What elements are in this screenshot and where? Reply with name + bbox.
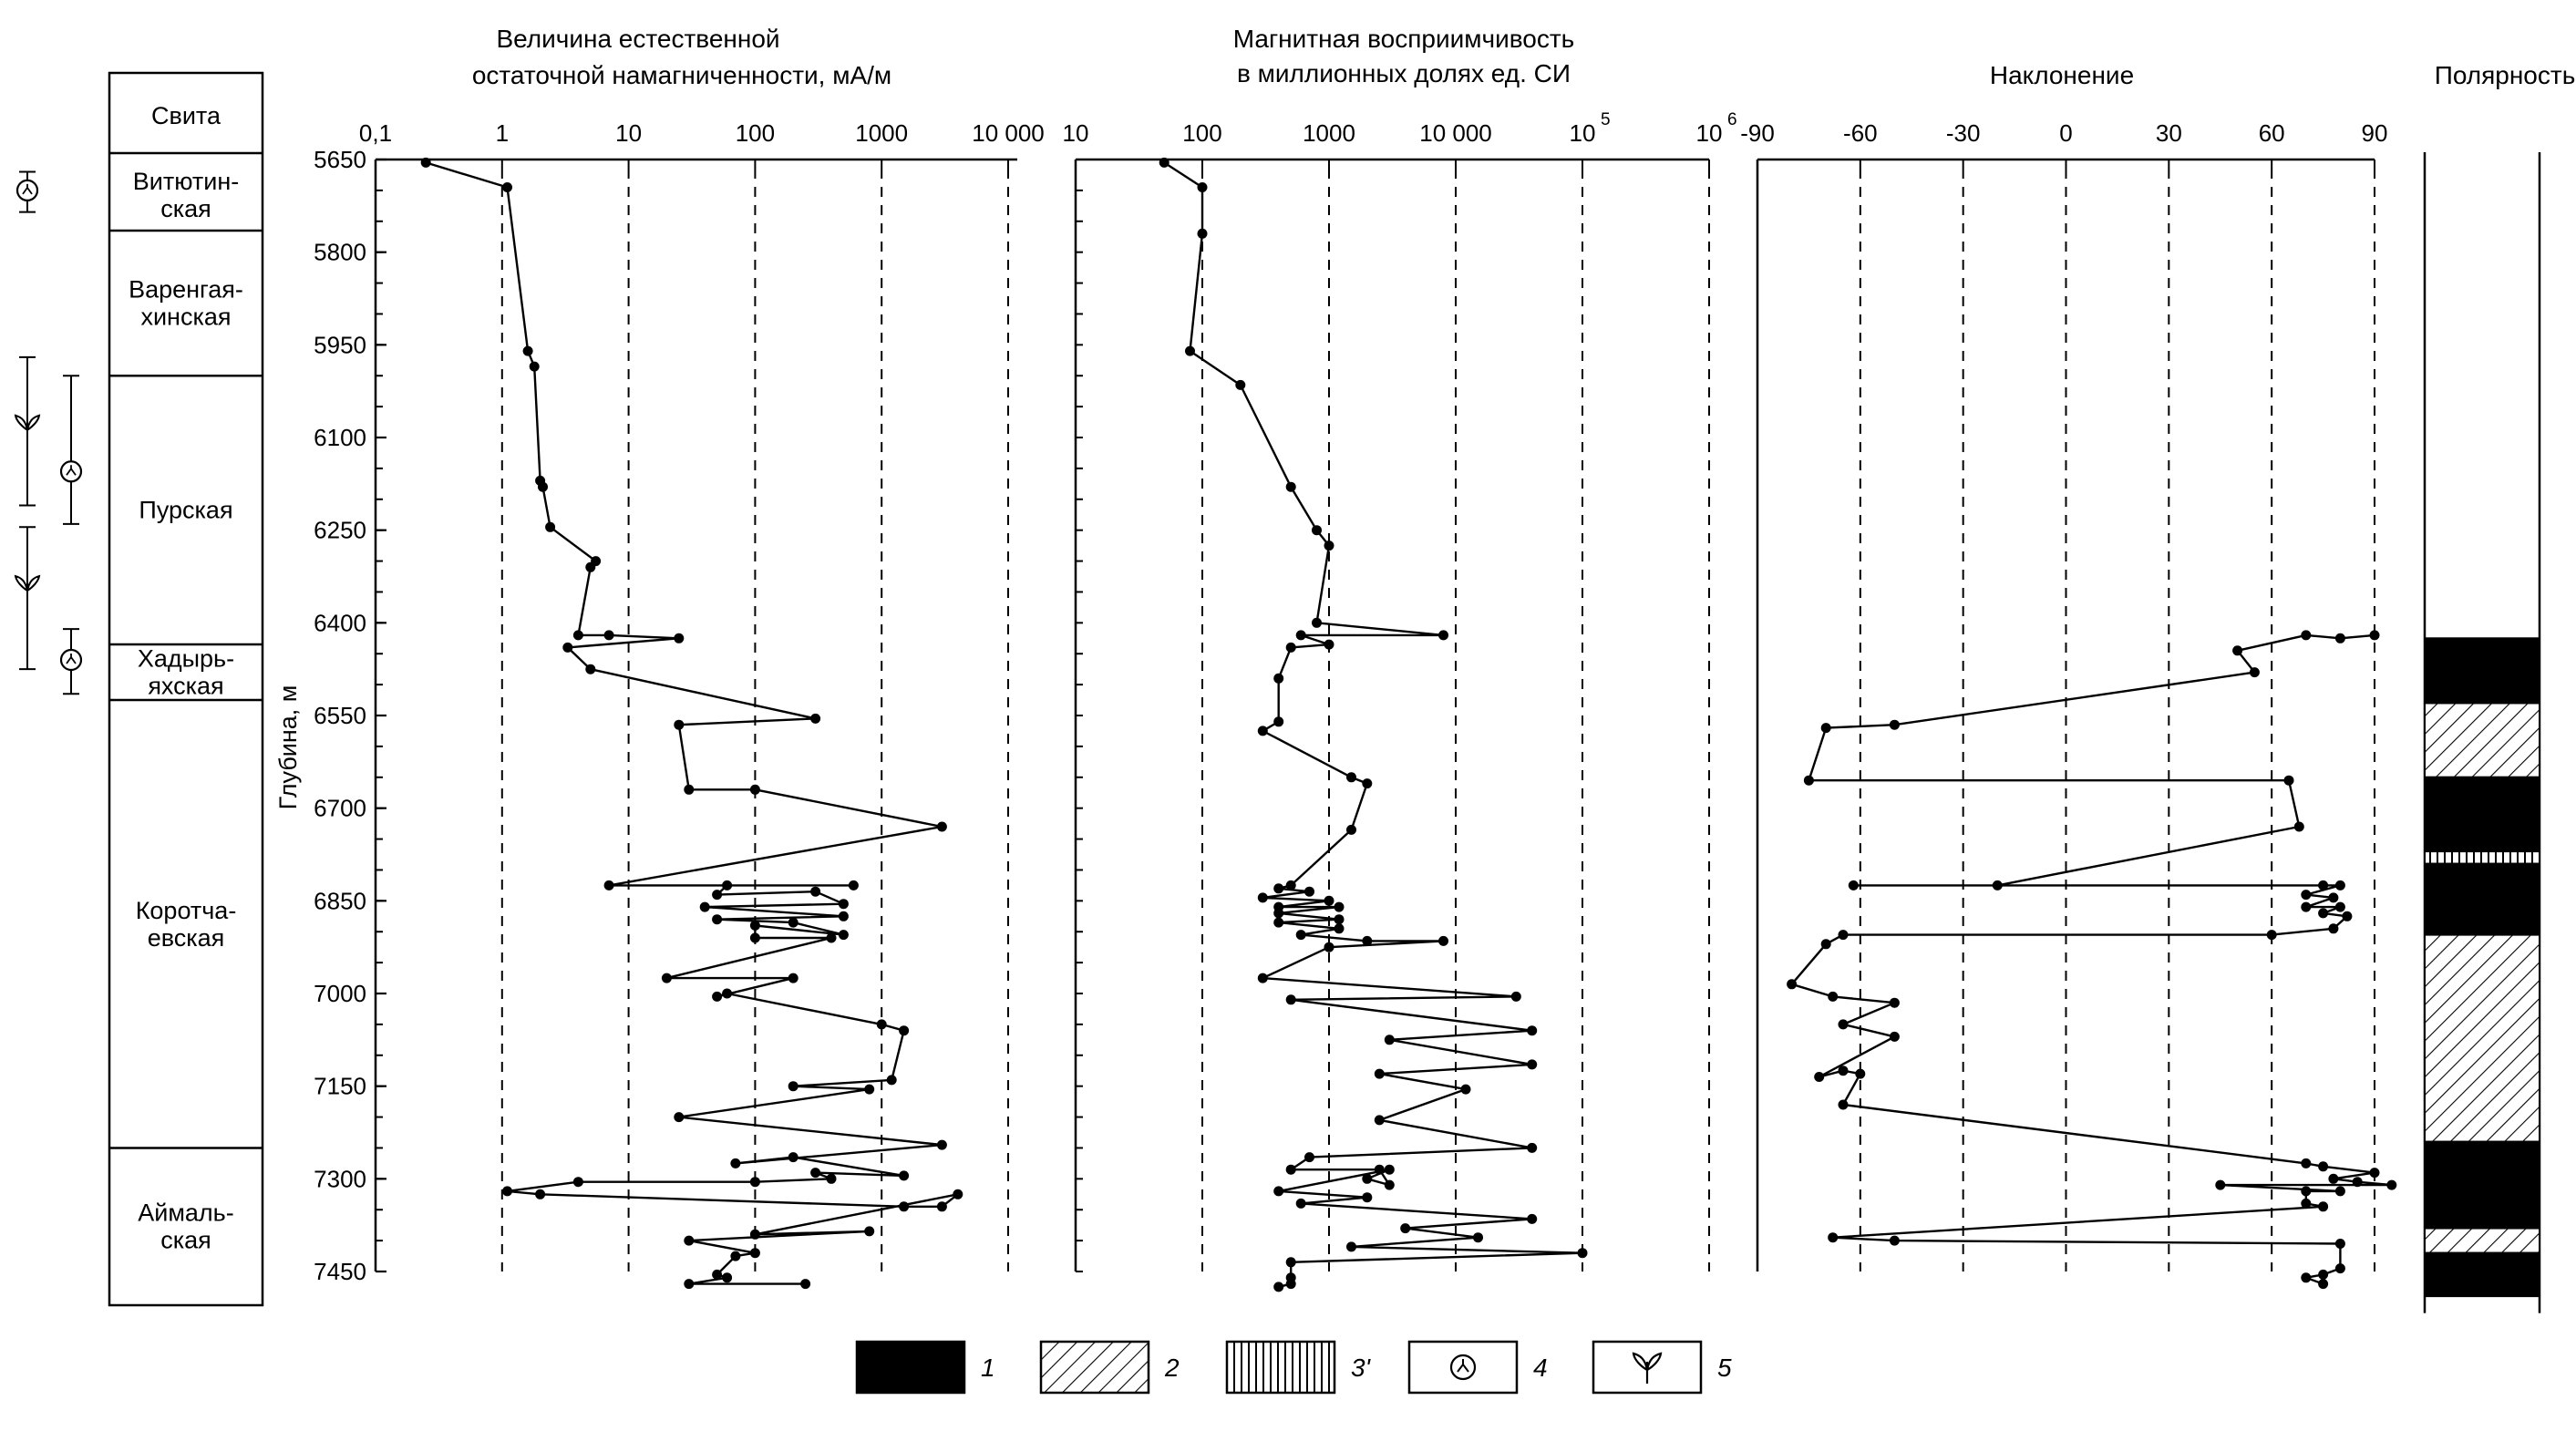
x-tick-label: 10: [1062, 119, 1089, 147]
data-point: [1159, 158, 1170, 168]
data-point: [887, 1075, 897, 1085]
depth-tick-label: 5800: [314, 238, 366, 266]
foram-icon: [61, 650, 81, 670]
data-point: [2318, 1161, 2328, 1171]
polarity-column: [2435, 61, 2576, 89]
data-point: [849, 880, 859, 891]
data-point: [2342, 911, 2352, 921]
data-point: [1324, 942, 1334, 952]
data-point: [1527, 1059, 1537, 1069]
x-tick-label: -30: [1945, 119, 1981, 147]
x-tick-label: 1: [495, 119, 510, 147]
data-point: [712, 992, 722, 1002]
x-tick-label: 0,1: [358, 119, 393, 147]
polarity-interval: [2425, 777, 2540, 851]
data-point: [1578, 1248, 1588, 1258]
data-point: [722, 989, 732, 999]
depth-tick-label: 7150: [314, 1072, 366, 1100]
depth-tick-label: 6250: [314, 516, 366, 544]
data-point: [1821, 939, 1831, 949]
formation-name: евская: [147, 923, 225, 952]
data-point: [1438, 936, 1448, 946]
x-tick-label: -90: [1740, 119, 1775, 147]
data-point: [712, 890, 722, 900]
data-point: [839, 899, 849, 909]
fossil-markers: [15, 172, 81, 695]
data-point: [712, 914, 722, 924]
x-tick-label: 90: [2361, 119, 2388, 147]
data-point: [502, 1186, 512, 1196]
data-point: [674, 1112, 684, 1122]
depth-tick-label: 6850: [314, 887, 366, 915]
data-point: [1385, 1035, 1395, 1045]
data-point: [1804, 776, 1814, 786]
data-point: [937, 1140, 947, 1150]
data-point: [573, 1177, 583, 1187]
data-point: [538, 482, 548, 492]
data-point: [1198, 182, 1208, 192]
data-series-line: [1792, 635, 2392, 1284]
data-point: [2215, 1180, 2225, 1190]
data-point: [1473, 1232, 1483, 1242]
data-point: [562, 643, 572, 653]
data-point: [1286, 880, 1296, 891]
panel-inclination: [1990, 61, 2134, 89]
data-point: [1258, 973, 1268, 983]
data-point: [1993, 880, 2003, 891]
x-tick-label: 100: [1182, 119, 1222, 147]
x-tick-label: 30: [2155, 119, 2182, 147]
data-point: [2386, 1180, 2396, 1190]
data-point: [953, 1189, 963, 1199]
data-point: [839, 930, 849, 940]
data-point: [750, 933, 760, 943]
data-point: [827, 933, 837, 943]
data-point: [604, 630, 614, 640]
data-point: [750, 1230, 760, 1240]
data-point: [421, 158, 431, 168]
data-point: [2328, 923, 2338, 933]
data-point: [722, 880, 732, 891]
depth-tick-label: 6700: [314, 794, 366, 822]
foram-icon: [17, 180, 37, 201]
formation-name: яхская: [148, 672, 224, 700]
data-point: [2335, 1186, 2345, 1196]
data-point: [1273, 674, 1283, 684]
x-tick-label: 10 000: [972, 119, 1045, 147]
data-point: [827, 1174, 837, 1184]
formation-header: Свита: [150, 102, 222, 129]
data-point: [1527, 1025, 1537, 1035]
data-point: [2318, 880, 2328, 891]
panel-susceptibility-content: [1063, 110, 1737, 1292]
depth-tick-label: 7450: [314, 1258, 366, 1285]
data-point: [1273, 918, 1283, 928]
foram-icon: [1451, 1355, 1475, 1379]
data-point: [1527, 1143, 1537, 1153]
data-point: [937, 1201, 947, 1211]
data-point: [1346, 772, 1356, 782]
data-point: [1346, 825, 1356, 835]
panel-inclination-content: [1740, 119, 2396, 1289]
formation-column: [109, 73, 263, 1305]
data-point: [535, 1189, 545, 1199]
data-point: [1828, 1232, 1838, 1242]
polarity-interval: [2425, 703, 2540, 777]
data-point: [788, 1152, 799, 1162]
x-tick-label: 1000: [1303, 119, 1355, 147]
x-tick-label: 10 000: [1419, 119, 1492, 147]
data-point: [1828, 992, 1838, 1002]
data-point: [2328, 892, 2338, 902]
panel-nrm-title-line2: остаточной намагниченности, мА/м: [471, 61, 892, 89]
polarity-interval: [2425, 864, 2540, 935]
polarity-title: Полярность: [2434, 61, 2576, 89]
polarity-interval: [2425, 1142, 2540, 1229]
data-point: [545, 522, 555, 532]
legend: [857, 1342, 1732, 1393]
formation-name: Варенгая-: [129, 275, 243, 304]
data-point: [2267, 930, 2277, 940]
data-point: [1855, 1069, 1865, 1079]
x-tick-label: 60: [2258, 119, 2285, 147]
formation-name: Витютин-: [132, 167, 240, 195]
x-tick-superscript: 6: [1727, 110, 1737, 129]
data-point: [1258, 726, 1268, 736]
legend-label: 1: [981, 1354, 995, 1382]
data-point: [722, 1272, 732, 1282]
data-point: [1362, 778, 1372, 788]
polarity-interval: [2425, 638, 2540, 703]
depth-axis-label: Глубина, м: [274, 685, 302, 810]
x-tick-superscript: 5: [1601, 110, 1611, 129]
data-point: [864, 1226, 874, 1236]
data-point: [1375, 1069, 1385, 1079]
formation-name: ская: [160, 1226, 211, 1254]
data-point: [2294, 822, 2304, 832]
depth-tick-label: 6400: [314, 609, 366, 637]
data-point: [1286, 1165, 1296, 1175]
data-point: [1821, 723, 1831, 733]
formation-name: ская: [160, 194, 211, 222]
data-point: [810, 1168, 820, 1178]
data-point: [573, 630, 583, 640]
data-point: [2301, 1158, 2311, 1168]
data-point: [2301, 1272, 2311, 1282]
data-point: [937, 822, 947, 832]
panel-nrm-title-line1: Величина естественной: [496, 25, 780, 53]
data-point: [1839, 1019, 1849, 1029]
data-point: [1839, 1100, 1849, 1110]
data-point: [1346, 1241, 1356, 1251]
data-point: [1385, 1165, 1395, 1175]
data-point: [530, 362, 540, 372]
data-point: [2335, 633, 2345, 643]
data-point: [788, 1081, 799, 1091]
polarity-interval: [2425, 1229, 2540, 1253]
depth-tick-label: 7000: [314, 980, 366, 1007]
legend-swatch: [857, 1342, 964, 1393]
data-point: [1296, 630, 1306, 640]
data-point: [730, 1158, 740, 1168]
data-point: [2301, 902, 2311, 912]
data-point: [604, 880, 614, 891]
data-series-line: [1164, 162, 1582, 1287]
x-tick-label: -60: [1843, 119, 1878, 147]
panel-susceptibility: [1233, 25, 1575, 88]
data-point: [750, 1248, 760, 1258]
legend-swatch: [1041, 1342, 1149, 1393]
data-point: [1814, 1072, 1824, 1082]
data-point: [1304, 887, 1314, 897]
data-point: [1312, 525, 1322, 535]
formation-name: Хадырь-: [137, 644, 235, 673]
depth-tick-label: 5950: [314, 331, 366, 359]
data-point: [2284, 776, 2294, 786]
data-point: [2335, 902, 2345, 912]
polarity-interval: [2425, 935, 2540, 1142]
data-point: [810, 714, 820, 724]
panel-susceptibility-title-line1: Магнитная восприимчивость: [1232, 25, 1575, 53]
data-point: [2318, 908, 2328, 918]
data-point: [1198, 229, 1208, 239]
data-point: [800, 1279, 810, 1289]
data-point: [2370, 630, 2380, 640]
data-point: [1286, 643, 1296, 653]
data-point: [1258, 892, 1268, 902]
data-point: [1375, 1115, 1385, 1125]
data-point: [684, 1236, 694, 1246]
data-point: [1235, 380, 1245, 390]
polarity-interval: [2425, 1253, 2540, 1296]
data-point: [1286, 482, 1296, 492]
legend-label: 2: [1165, 1354, 1180, 1382]
data-point: [877, 1019, 887, 1029]
data-point: [1839, 1066, 1849, 1076]
legend-swatch: [1227, 1342, 1334, 1393]
data-point: [1273, 1282, 1283, 1292]
data-point: [1324, 640, 1334, 650]
data-point: [750, 785, 760, 795]
x-tick-label: 10: [1569, 119, 1596, 147]
data-point: [839, 911, 849, 921]
legend-label: 5: [1717, 1354, 1732, 1382]
data-point: [1849, 880, 1859, 891]
data-point: [2301, 1199, 2311, 1209]
polarity-interval: [2425, 851, 2540, 864]
data-point: [1362, 1192, 1372, 1202]
data-point: [1375, 1165, 1385, 1175]
depth-tick-label: 6550: [314, 702, 366, 729]
data-point: [1273, 883, 1283, 893]
data-point: [1385, 1180, 1395, 1190]
data-point: [684, 785, 694, 795]
data-point: [1185, 346, 1195, 356]
data-point: [899, 1201, 909, 1211]
data-point: [750, 1177, 760, 1187]
data-point: [2301, 1186, 2311, 1196]
data-point: [2318, 1270, 2328, 1280]
data-point: [585, 562, 595, 572]
data-point: [899, 1025, 909, 1035]
x-tick-label: 0: [2059, 119, 2073, 147]
data-point: [1296, 930, 1306, 940]
x-tick-label: 10: [615, 119, 643, 147]
data-point: [1273, 1186, 1283, 1196]
data-point: [2318, 1201, 2328, 1211]
data-point: [1286, 1257, 1296, 1267]
data-point: [1334, 923, 1345, 933]
data-point: [2301, 890, 2311, 900]
depth-tick-label: 5650: [314, 146, 366, 173]
data-point: [1324, 540, 1334, 551]
data-point: [1890, 1236, 1900, 1246]
data-point: [1438, 630, 1448, 640]
data-point: [684, 1279, 694, 1289]
data-point: [1273, 908, 1283, 918]
data-point: [1312, 618, 1322, 628]
data-point: [674, 720, 684, 730]
data-point: [2318, 1279, 2328, 1289]
x-tick-label: 1000: [855, 119, 909, 147]
panel-susceptibility-title-line2: в миллионных долях ед. СИ: [1236, 59, 1571, 88]
foram-icon: [61, 461, 81, 481]
data-point: [1890, 1032, 1900, 1042]
data-point: [1273, 716, 1283, 726]
data-point: [1286, 1279, 1296, 1289]
data-point: [1334, 902, 1345, 912]
data-point: [1839, 930, 1849, 940]
data-point: [2370, 1168, 2380, 1178]
depth-tick-label: 7300: [314, 1165, 366, 1193]
data-point: [1461, 1085, 1471, 1095]
data-point: [1400, 1223, 1410, 1233]
data-point: [2335, 880, 2345, 891]
data-point: [730, 1251, 740, 1261]
formation-name: Аймаль-: [138, 1199, 234, 1227]
data-series-line: [426, 162, 958, 1283]
data-point: [2353, 1177, 2363, 1187]
data-point: [750, 921, 760, 931]
data-point: [1527, 1214, 1537, 1224]
data-point: [899, 1170, 909, 1180]
data-point: [712, 1270, 722, 1280]
data-point: [502, 182, 512, 192]
data-point: [1334, 914, 1345, 924]
data-point: [2328, 1174, 2338, 1184]
polarity-intervals: [2425, 152, 2540, 1313]
data-point: [2301, 630, 2311, 640]
formation-name: хинская: [140, 303, 232, 331]
legend-label: 3': [1351, 1354, 1370, 1382]
data-point: [1787, 979, 1797, 989]
panel-nrm-content: [314, 119, 1045, 1289]
data-point: [1304, 1152, 1314, 1162]
panel-inclination-title: Наклонение: [1989, 61, 2135, 89]
data-point: [1890, 720, 1900, 730]
data-point: [523, 346, 533, 356]
x-tick-label: 10: [1695, 119, 1723, 147]
data-point: [662, 973, 672, 983]
data-point: [1890, 998, 1900, 1008]
data-point: [788, 973, 799, 983]
data-point: [1296, 1199, 1306, 1209]
data-point: [1362, 936, 1372, 946]
data-point: [585, 664, 595, 674]
depth-tick-label: 6100: [314, 424, 366, 451]
formation-name: Пурская: [139, 496, 233, 524]
x-tick-label: 100: [735, 119, 776, 147]
data-point: [2250, 667, 2260, 677]
data-point: [810, 887, 820, 897]
data-point: [1286, 994, 1296, 1004]
data-point: [1324, 896, 1334, 906]
data-point: [2335, 1239, 2345, 1249]
data-point: [1362, 1174, 1372, 1184]
legend-label: 4: [1533, 1354, 1548, 1382]
data-point: [700, 902, 710, 912]
formation-name: Коротча-: [135, 896, 237, 924]
data-point: [2232, 645, 2242, 655]
data-point: [674, 633, 684, 643]
data-point: [2335, 1263, 2345, 1273]
data-point: [1511, 992, 1521, 1002]
data-point: [864, 1085, 874, 1095]
data-point: [788, 918, 799, 928]
